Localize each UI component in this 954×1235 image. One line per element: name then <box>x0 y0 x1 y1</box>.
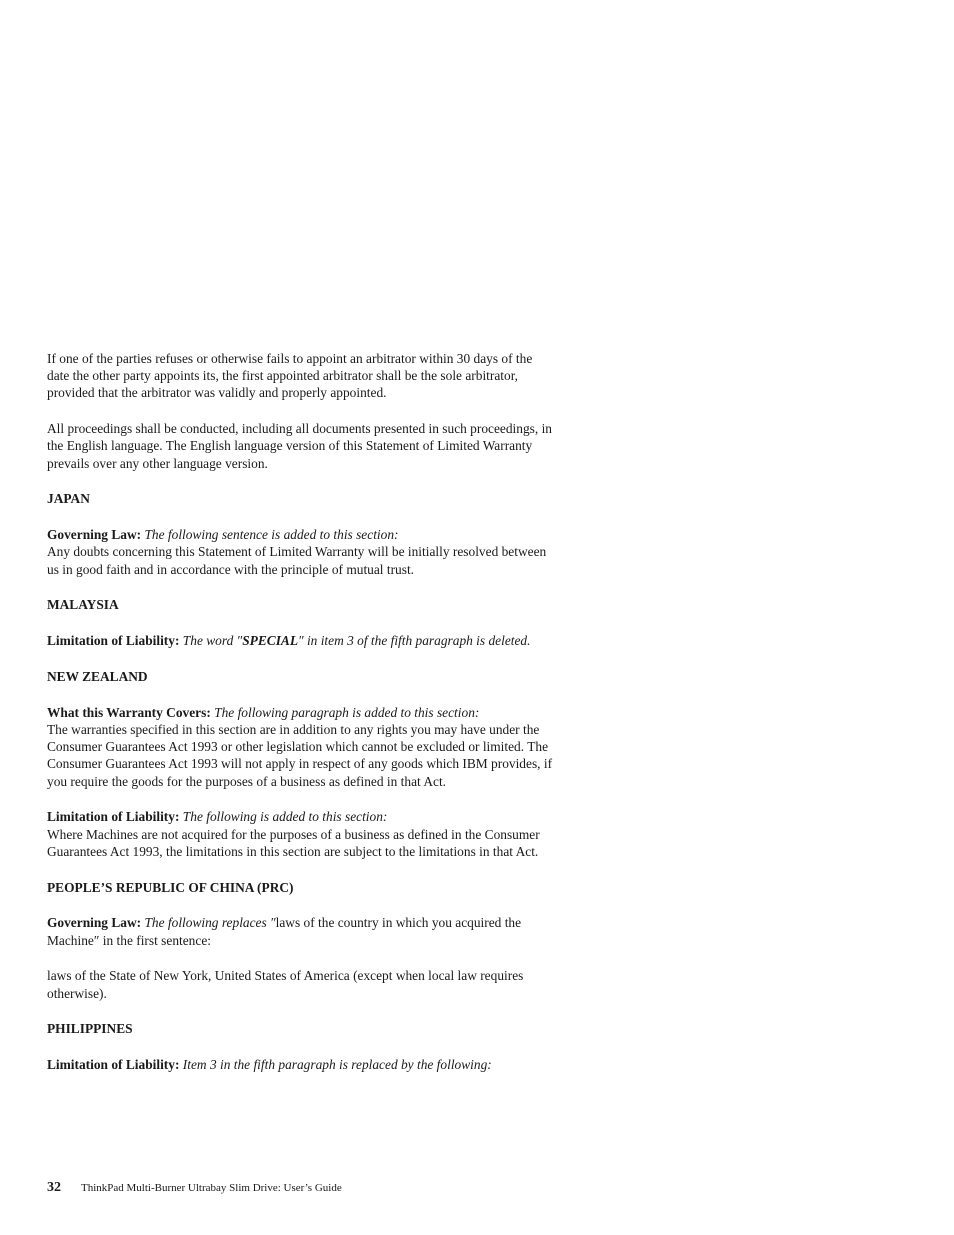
nz-liability-label: Limitation of Liability: <box>47 809 180 825</box>
japan-governing-text: Any doubts concerning this Statement of Limited Warranty will be initially resolved between us in good faith and in accordance with the principle of mutual trust. <box>47 544 547 577</box>
malaysia-heading: MALAYSIA <box>47 597 119 613</box>
language-paragraph: All proceedings shall be conducted, including all documents presented in such proceedings, in the English language. The English language version of this Statement of Limited Warranty prevails over any other language version. <box>47 421 552 471</box>
malaysia-note-b: ″ in item 3 of the fifth paragraph is deleted. <box>298 633 531 649</box>
arbitrator-paragraph: If one of the parties refuses or otherwise fails to appoint an arbitrator within 30 days of the date the other party appoints its, the first appointed arbitrator shall be the sole arbitrator, provided that the arbitrator was validly and properly appointed. <box>47 351 533 401</box>
philippines-heading: PHILIPPINES <box>47 1021 133 1037</box>
malaysia-liability-label: Limitation of Liability: <box>47 633 180 649</box>
nz-liability <box>47 808 557 860</box>
nz-warranty-covers <box>47 704 557 790</box>
nz-liability-text: Where Machines are not acquired for the purposes of a business as defined in the Consumer Guarantees Act 1993, the limitations in this section are subject to the limitations in that Act. <box>47 826 540 859</box>
prc-governing-note: The following replaces ″ <box>144 915 276 931</box>
document-title: ThinkPad Multi-Burner Ultrabay Slim Drive: User’s Guide <box>81 1182 342 1194</box>
japan-governing-note: The following sentence is added to this section: <box>144 527 399 543</box>
philippines-liability-label: Limitation of Liability: <box>47 1057 180 1073</box>
prc-governing-law <box>47 914 557 948</box>
nz-covers-label: What this Warranty Covers: <box>47 704 211 720</box>
malaysia-note-word: SPECIAL <box>242 633 299 649</box>
philippines-liability <box>47 1056 557 1073</box>
new-zealand-heading: NEW ZEALAND <box>47 669 148 684</box>
nz-covers-note: The following paragraph is added to this section: <box>214 704 480 720</box>
nz-covers-text: The warranties specified in this section are in addition to any rights you may have under the Consumer Guarantees Act 1993 or other legislation which cannot be excluded or limited. The Consumer Guarantees Act 1993 will not apply in respect of any goods which IBM provides, if you require the goods for the purposes of a business as defined in that Act. <box>47 722 553 789</box>
prc-governing-label: Governing Law: <box>47 915 142 931</box>
philippines-liability-note: Item 3 in the fifth paragraph is replaced by the following: <box>182 1057 492 1073</box>
page-body <box>47 350 557 1092</box>
japan-heading: JAPAN <box>47 491 90 507</box>
page-footer <box>47 1178 342 1196</box>
japan-governing-label: Governing Law: <box>47 527 142 543</box>
prc-replacement-text: laws of the State of New York, United States of America (except when local law requires otherwise). <box>47 968 524 1001</box>
nz-liability-note: The following is added to this section: <box>182 809 388 825</box>
page-number: 32 <box>47 1180 61 1195</box>
prc-governing-quote: laws of the country in which you acquired the Machine″ in the first sentence: <box>47 915 522 948</box>
malaysia-liability <box>47 632 557 649</box>
prc-heading: PEOPLE’S REPUBLIC OF CHINA (PRC) <box>47 879 294 895</box>
japan-governing-law <box>47 526 557 578</box>
malaysia-note-a: The word ″ <box>182 633 243 649</box>
